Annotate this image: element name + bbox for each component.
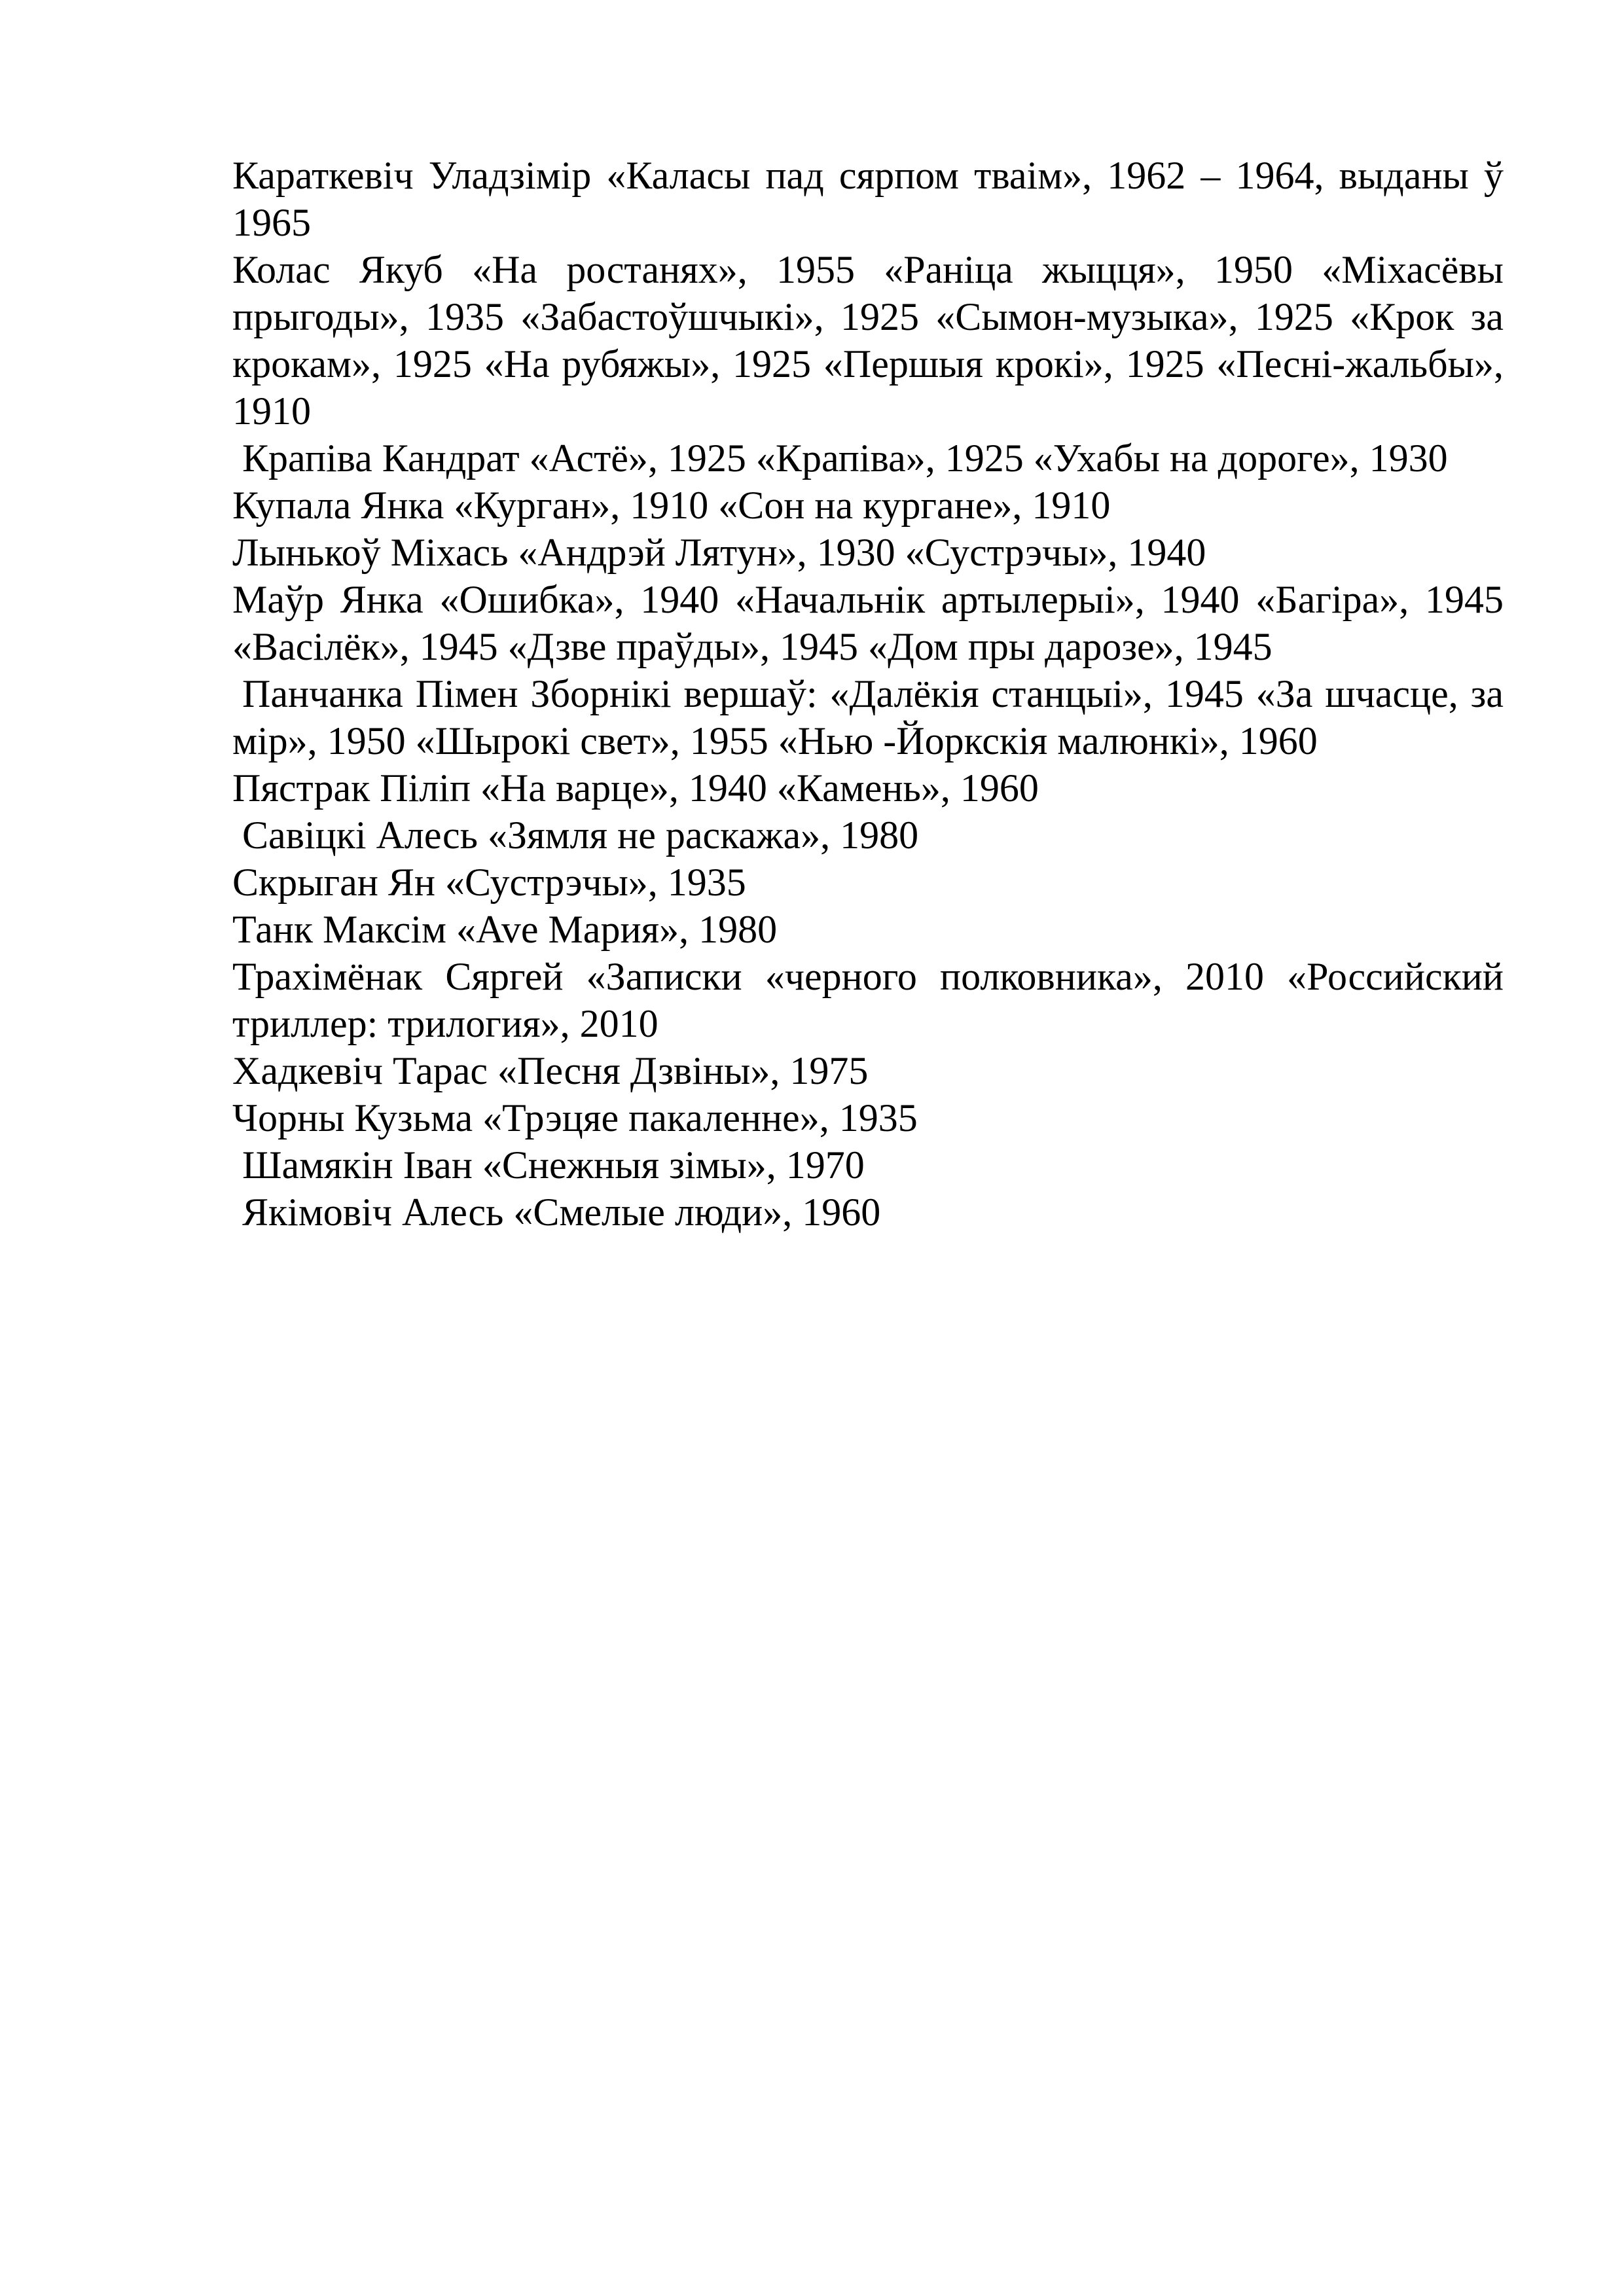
list-item: Лынькоў Міхась «Андрэй Лятун», 1930 «Сустрэчы», 1940 bbox=[232, 531, 1206, 574]
list-item: Караткевіч Уладзімір «Каласы пад сярпом тваім», 1962 – 1964, выданы ў 1965 bbox=[232, 154, 1504, 244]
list-item: Купала Янка «Курган», 1910 «Сон на кургане», 1910 bbox=[232, 484, 1111, 527]
list-item: Танк Максім «Ave Мария», 1980 bbox=[232, 908, 778, 951]
list-item: Крапіва Кандрат «Астё», 1925 «Крапіва», 1925 «Ухабы на дороге», 1930 bbox=[242, 437, 1448, 480]
list-item: Савіцкі Алесь «Зямля не раскажа», 1980 bbox=[242, 814, 919, 857]
list-item: Маўр Янка «Ошибка», 1940 «Начальнік артылерыі», 1940 «Багіра», 1945 «Васілёк», 1945 «Дзве праўды», 1945 «Дом пры дарозе», 1945 bbox=[232, 578, 1504, 668]
list-item: Колас Якуб «На ростанях», 1955 «Раніца жыцця», 1950 «Міхасёвы прыгоды», 1935 «Забастоўшчыкі», 1925 «Сымон-музыка», 1925 «Крок за крокам», 1925 «На рубяжы», 1925 «Першыя крокі», 1925 «Песні-жальбы», 1910 bbox=[232, 248, 1504, 433]
list-item: Шамякін Іван «Снежныя зімы», 1970 bbox=[242, 1143, 865, 1187]
list-item: Панчанка Пімен Зборнікі вершаў: «Далёкія станцыі», 1945 «За шчасце, за мір», 1950 «Шырокі свет», 1955 «Нью -Йоркскія малюнкі», 1960 bbox=[232, 672, 1504, 762]
list-item: Пястрак Пiлiп «На варце», 1940 «Камень», 1960 bbox=[232, 766, 1039, 810]
bibliography-list bbox=[232, 152, 1504, 1236]
list-item: Якімовіч Алесь «Смелые люди», 1960 bbox=[242, 1191, 881, 1234]
list-item: Скрыган Ян «Сустрэчы», 1935 bbox=[232, 861, 746, 904]
list-item: Хадкевіч Тарас «Песня Дзвіны», 1975 bbox=[232, 1049, 869, 1092]
list-item: Трахімёнак Сяргей «Записки «черного полковника», 2010 «Российский триллер: трилогия», 2010 bbox=[232, 955, 1504, 1045]
list-item: Чорны Кузьма «Трэцяе пакаленне», 1935 bbox=[232, 1096, 918, 1139]
